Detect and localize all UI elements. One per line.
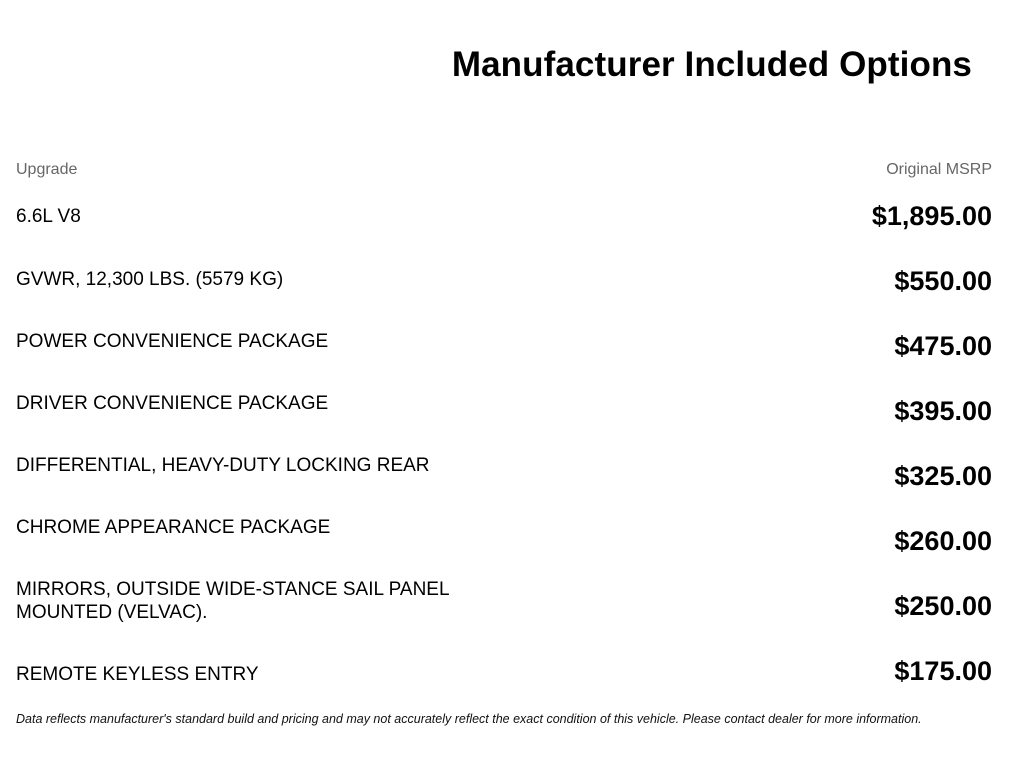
option-row xyxy=(16,325,992,387)
option-row xyxy=(16,387,992,449)
upgrade-column-header: Upgrade xyxy=(16,161,78,178)
msrp-column-header: Original MSRP xyxy=(886,161,992,178)
option-name: MIRRORS, OUTSIDE WIDE-STANCE SAIL PANEL MOUNTED (VELVAC). xyxy=(16,579,449,623)
option-price: $550.00 xyxy=(894,266,992,296)
disclaimer-text: Data reflects manufacturer's standard build and pricing and may not accurately reflect the exact condition of this vehicle. Please contact dealer for more information. xyxy=(16,712,922,726)
option-name: DIFFERENTIAL, HEAVY-DUTY LOCKING REAR xyxy=(16,455,430,476)
option-row xyxy=(16,449,992,511)
option-row xyxy=(16,200,992,263)
option-price: $395.00 xyxy=(894,396,992,426)
option-row xyxy=(16,658,992,698)
option-name: 6.6L V8 xyxy=(16,206,81,227)
options-list xyxy=(16,200,992,698)
option-name: CHROME APPEARANCE PACKAGE xyxy=(16,517,331,538)
option-name: GVWR, 12,300 LBS. (5579 KG) xyxy=(16,269,284,290)
option-price: $475.00 xyxy=(894,331,992,361)
option-price: $260.00 xyxy=(894,526,992,556)
option-name: REMOTE KEYLESS ENTRY xyxy=(16,664,259,685)
option-row xyxy=(16,511,992,573)
option-name: POWER CONVENIENCE PACKAGE xyxy=(16,331,329,352)
option-price: $175.00 xyxy=(894,656,992,686)
option-price: $250.00 xyxy=(894,591,992,621)
option-price: $1,895.00 xyxy=(871,201,992,231)
option-name: DRIVER CONVENIENCE PACKAGE xyxy=(16,393,329,414)
option-price: $325.00 xyxy=(894,461,992,491)
option-row xyxy=(16,263,992,325)
option-row xyxy=(16,573,992,658)
page-title: Manufacturer Included Options xyxy=(451,45,972,84)
